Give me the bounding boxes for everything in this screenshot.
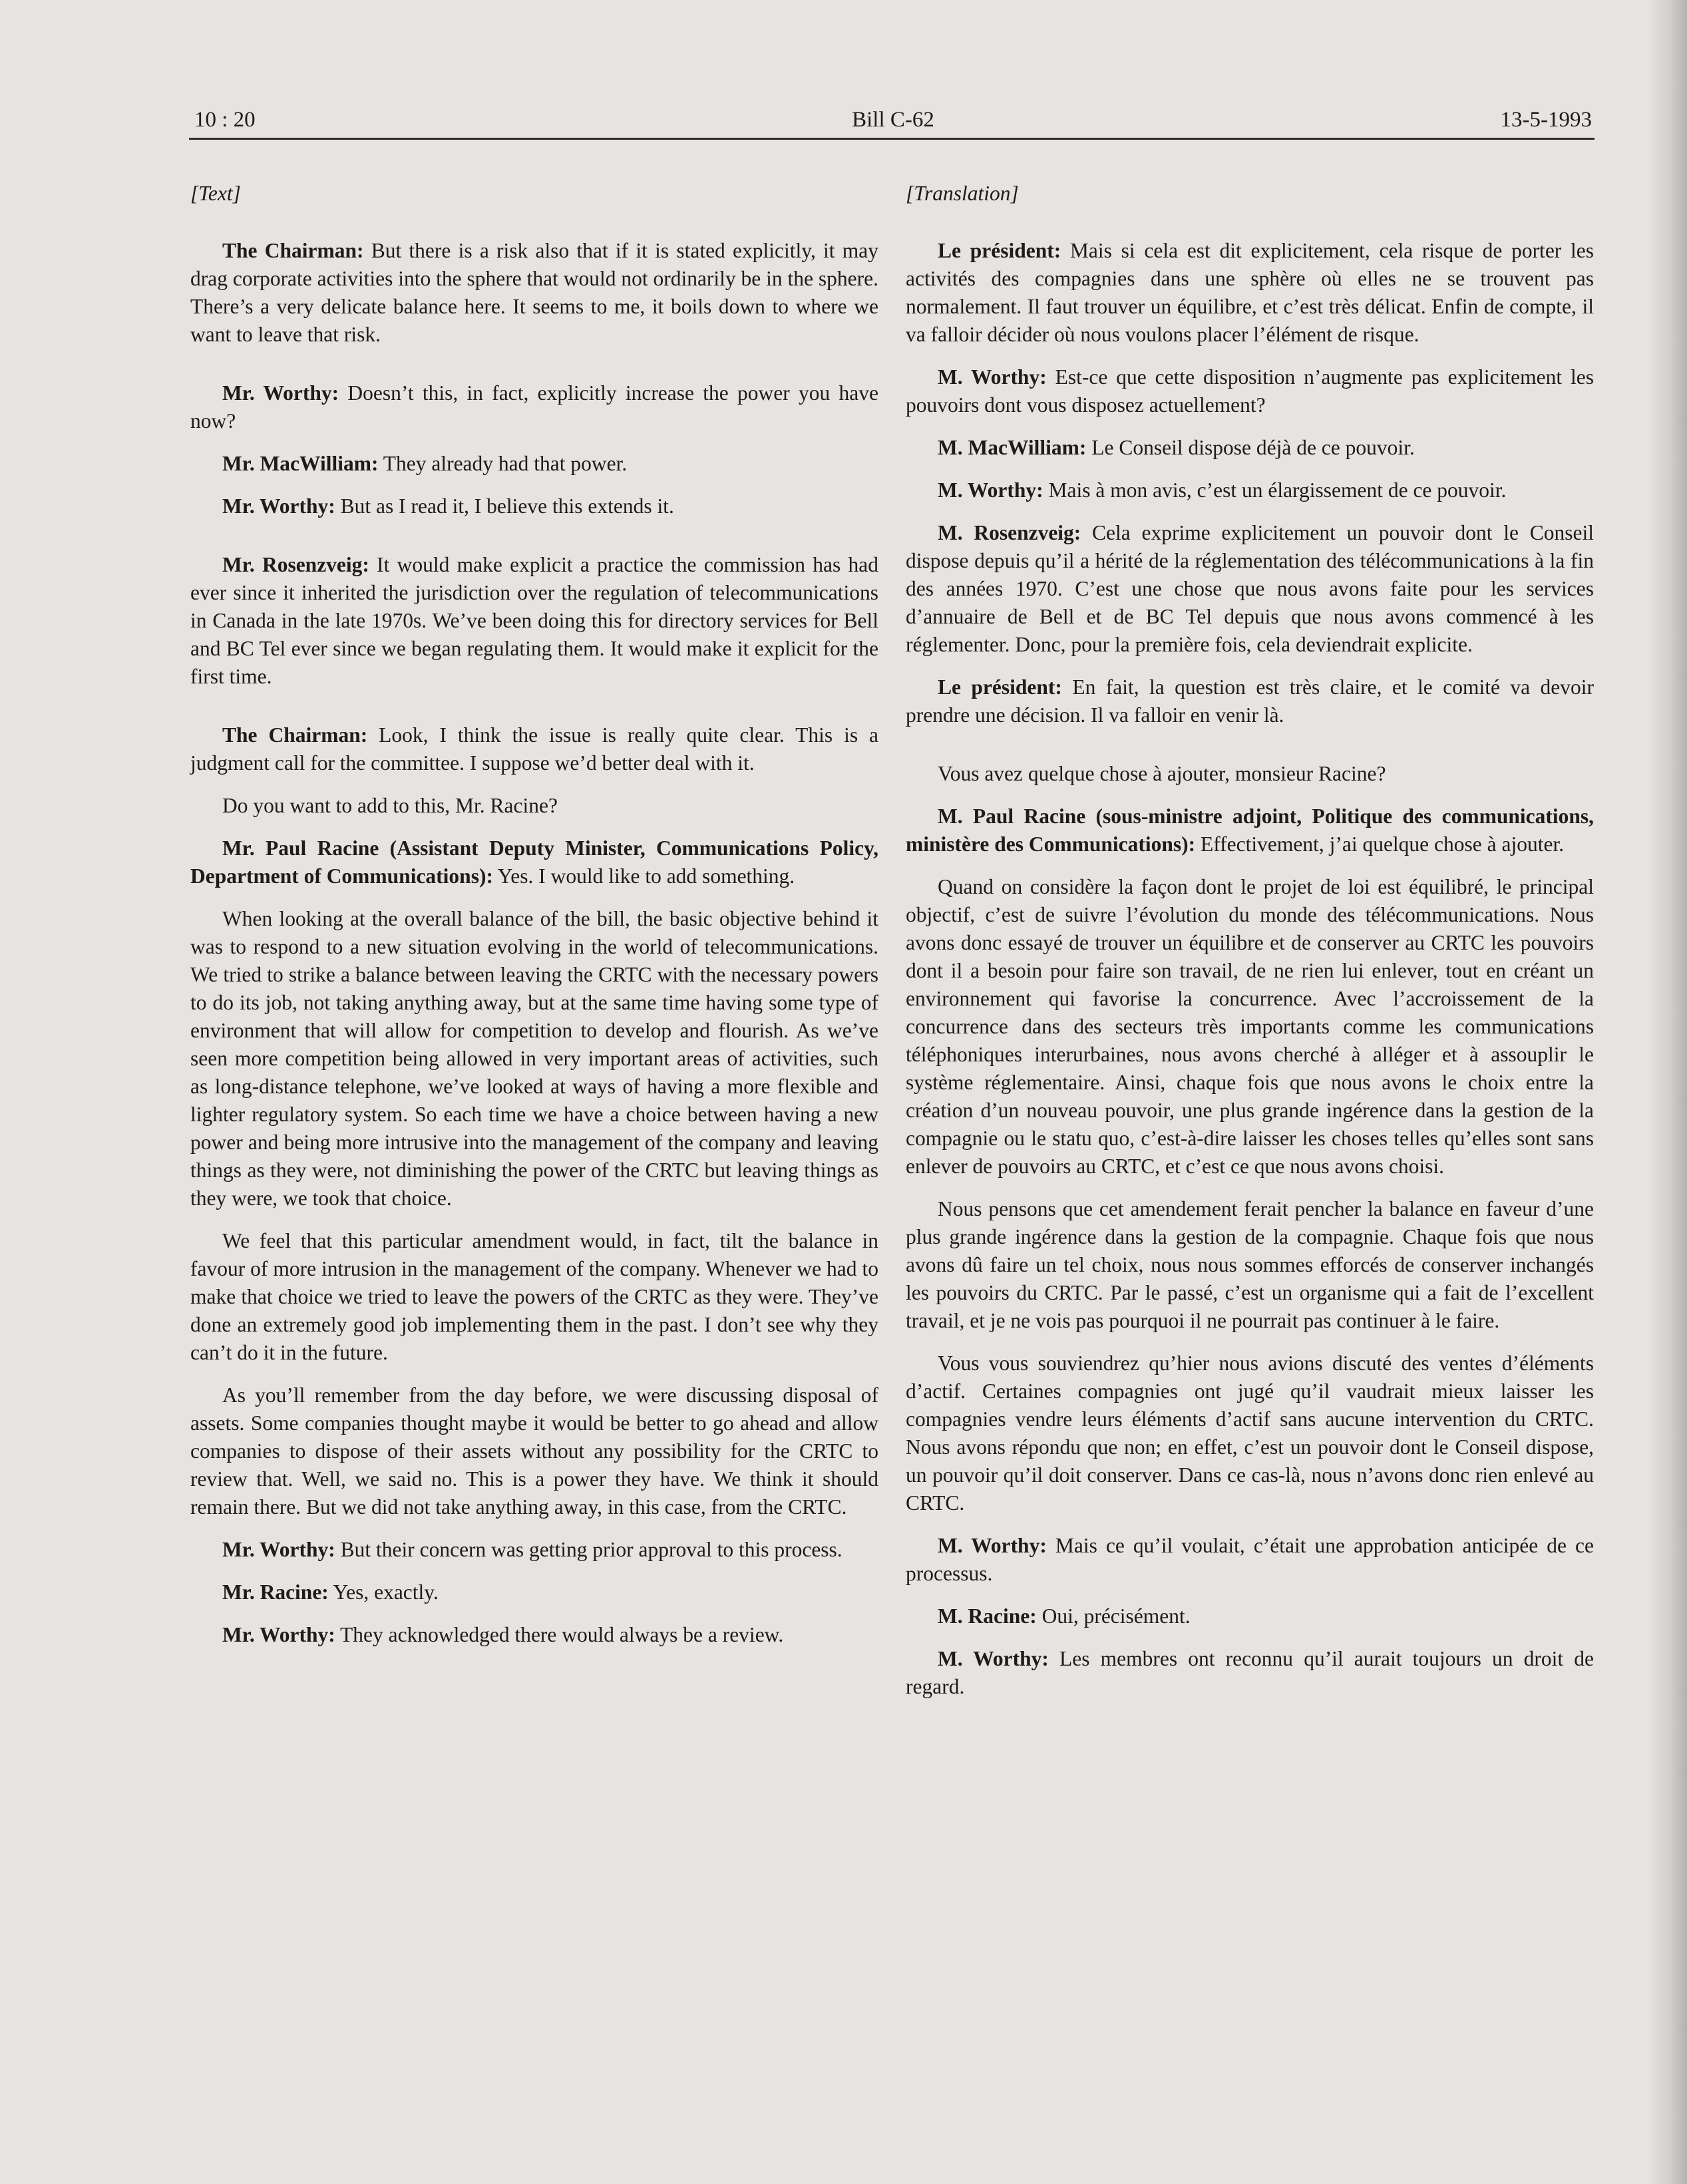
header-date: 13-5-1993 (1500, 108, 1592, 132)
speaker: Mr. Worthy: (222, 1538, 335, 1561)
speech: Le Conseil dispose déjà de ce pouvoir. (1086, 436, 1415, 459)
speech: Oui, précisément. (1036, 1604, 1191, 1628)
speech: Effectivement, j’ai quelque chose à ajouter. (1195, 832, 1565, 856)
speaker: Le président: (938, 675, 1062, 699)
paragraph: As you’ll remember from the day before, we were discussing disposal of assets. Some companies thought maybe it would be better to go ahead and allow companies to dispose of their assets without any possibility for the CRTC to review that. Well, we said no. This is a power they have. We think it should remain there. But we did not take anything away, in this case, from the CRTC. (190, 1383, 878, 1519)
paragraph (190, 834, 878, 890)
speech: Les membres ont reconnu qu’il aurait toujours un droit de regard. (906, 1647, 1594, 1698)
page-header (194, 101, 1592, 142)
speech: Doesn’t this, in fact, explicitly increase the power you have now? (190, 381, 878, 433)
speech: Mais ce qu’il voulait, c’était une approbation anticipée de ce processus. (906, 1534, 1594, 1585)
speech: They already had that power. (378, 452, 628, 475)
speech: Est-ce que cette disposition n’augmente pas explicitement les pouvoirs dont vous disposez actuellement? (906, 365, 1594, 417)
paragraph (190, 1621, 878, 1649)
paragraph (906, 476, 1594, 504)
translation-tag: [Translation] (906, 182, 1019, 205)
paragraph (906, 519, 1594, 659)
paragraph: Vous avez quelque chose à ajouter, monsieur Racine? (938, 762, 1386, 785)
english-column (190, 180, 878, 1664)
paragraph (190, 721, 878, 777)
speech: Cela exprime explicitement un pouvoir dont le Conseil dispose depuis qu’il a hérité de la réglementation des télécommunications à la fin des années 1970. C’est une chose que nous avons faite pour les services d’annuaire de Bell et de BC Tel depuis que nous avons commencé à les réglementer. Donc, pour la première fois, cela deviendrait explicite. (906, 521, 1594, 656)
speech: But their concern was getting prior approval to this process. (335, 1538, 843, 1561)
speech: En fait, la question est très claire, et le comité va devoir prendre une décision. Il va falloir en venir là. (906, 675, 1594, 727)
page-edge-shadow (1648, 0, 1687, 2184)
speech: Yes, exactly. (328, 1580, 439, 1604)
paragraph (190, 450, 878, 478)
speaker: Mr. Worthy: (222, 381, 339, 405)
paragraph (906, 1645, 1594, 1701)
paragraph: Vous vous souviendrez qu’hier nous avions discuté des ventes d’éléments d’actif. Certaines compagnies ont jugé qu’il vaudrait mieux laisser les compagnies vendre leurs éléments d’actif sans aucune intervention du CRTC. Nous avons répondu que non; en effet, c’est un pouvoir dont le Conseil dispose, un pouvoir qu’il doit conserver. Dans ce cas-là, nous n’avons donc rien enlevé au CRTC. (906, 1352, 1594, 1515)
french-column (906, 180, 1594, 1716)
page-number: 10 : 20 (194, 108, 256, 132)
speaker: The Chairman: (222, 239, 364, 262)
paragraph (190, 379, 878, 435)
speaker: Mr. Worthy: (222, 1623, 335, 1646)
speaker: Mr. Paul Racine (Assistant Deputy Minister, Communications Policy, Department of Communications): (190, 836, 878, 888)
paragraph (906, 237, 1594, 349)
speaker: M. Worthy: (938, 365, 1047, 389)
header-rule (189, 138, 1594, 140)
speech: Yes. I would like to add something. (492, 864, 795, 888)
speaker: M. MacWilliam: (938, 436, 1087, 459)
paragraph: When looking at the overall balance of the bill, the basic objective behind it was to respond to a new situation evolving in the world of telecommunications. We tried to strike a balance between leaving the CRTC with the necessary powers to do its job, not taking anything away, but at the same time having some type of environment that will allow for competition to develop and flourish. As we’ve seen more competition being allowed in very important areas of activities, such as long-distance telephone, we’ve looked at ways of having a more flexible and lighter regulatory system. So each time we have a choice between having a new power and being more intrusive into the management of the company and leaving things as they were, not diminishing the power of the CRTC but leaving things as they were, we took that choice. (190, 907, 878, 1210)
paragraph (906, 803, 1594, 858)
paragraph (906, 434, 1594, 462)
speaker: M. Worthy: (938, 1534, 1047, 1557)
paragraph: Quand on considère la façon dont le projet de loi est équilibré, le principal objectif, c’est de suivre l’évolution du monde des télécommunications. Nous avons donc essayé de trouver un équilibre et de conserver au CRTC les pouvoirs dont il a besoin pour faire son travail, de ne rien lui enlever, tout en créant un environnement qui favorise la concurrence. Avec l’accroissement de la concurrence dans des secteurs très importants comme les communications téléphoniques interurbaines, nous avons cherché à alléger et à assouplir le système réglementaire. Ainsi, chaque fois que nous avons le choix entre la création d’un nouveau pouvoir, une plus grande ingérence dans la gestion de la compagnie ou le statu quo, c’est-à-dire laisser les choses telles qu’elles sont sans enlever de pouvoirs au CRTC, et c’est ce que nous avons choisi. (906, 875, 1594, 1178)
paragraph: Nous pensons que cet amendement ferait pencher la balance en faveur d’une plus grande ingérence dans la gestion de la compagnie. Chaque fois que nous avons dû faire un tel choix, nous nous sommes efforcés de conserver inchangés les pouvoirs du CRTC. Par le passé, c’est un organisme qui a fait de l’excellent travail, et je ne vois pas pourquoi il ne pourrait pas continuer à le faire. (906, 1197, 1594, 1332)
speech: They acknowledged there would always be a review. (335, 1623, 784, 1646)
paragraph (190, 237, 878, 349)
speaker: M. Racine: (938, 1604, 1037, 1628)
paragraph (190, 1578, 878, 1606)
speech: It would make explicit a practice the commission has had ever since it inherited the jurisdiction over the regulation of telecommunications in Canada in the late 1970s. We’ve been doing this for directory services for Bell and BC Tel ever since we began regulating them. It would make it explicit for the first time. (190, 553, 878, 688)
speaker: Mr. Worthy: (222, 494, 335, 518)
paragraph (906, 1602, 1594, 1630)
speaker: Mr. Rosenzveig: (222, 553, 369, 576)
text-tag: [Text] (190, 182, 241, 205)
speaker: M. Paul Racine (sous-ministre adjoint, Politique des communications, ministère des Communications): (906, 805, 1594, 856)
speaker: The Chairman: (222, 723, 368, 747)
paragraph: Do you want to add to this, Mr. Racine? (222, 794, 558, 817)
paragraph: We feel that this particular amendment would, in fact, tilt the balance in favour of more intrusion in the management of the company. Whenever we had to make that choice we tried to leave the powers of the CRTC as they were. They’ve done an extremely good job implementing them in the past. I don’t see why they can’t do it in the future. (190, 1229, 878, 1364)
paragraph (906, 363, 1594, 419)
speech: Mais si cela est dit explicitement, cela risque de porter les activités des compagnies dans une sphère où elles ne se trouvent pas normalement. Il faut trouver un équilibre, et c’est très délicat. Enfin de compte, il va falloir décider où nous voulons placer l’élément de risque. (906, 239, 1594, 346)
speaker: M. Worthy: (938, 478, 1043, 502)
paragraph (906, 1532, 1594, 1588)
speech: But as I read it, I believe this extends it. (335, 494, 674, 518)
speaker: M. Worthy: (938, 1647, 1049, 1670)
paragraph (190, 551, 878, 691)
speaker: Le président: (938, 239, 1061, 262)
speaker: Mr. MacWilliam: (222, 452, 379, 475)
speaker: M. Rosenzveig: (938, 521, 1081, 544)
speech: Look, I think the issue is really quite clear. This is a judgment call for the committee. I suppose we’d better deal with it. (190, 723, 878, 775)
speech: Mais à mon avis, c’est un élargissement de ce pouvoir. (1043, 478, 1507, 502)
speaker: Mr. Racine: (222, 1580, 329, 1604)
bill-title: Bill C-62 (852, 108, 934, 132)
paragraph (190, 492, 878, 520)
speech: But there is a risk also that if it is stated explicitly, it may drag corporate activities into the sphere that would not ordinarily be in the sphere. There’s a very delicate balance here. It seems to me, it boils down to where we want to leave that risk. (190, 239, 878, 346)
paragraph (906, 673, 1594, 729)
paragraph (190, 1536, 878, 1564)
